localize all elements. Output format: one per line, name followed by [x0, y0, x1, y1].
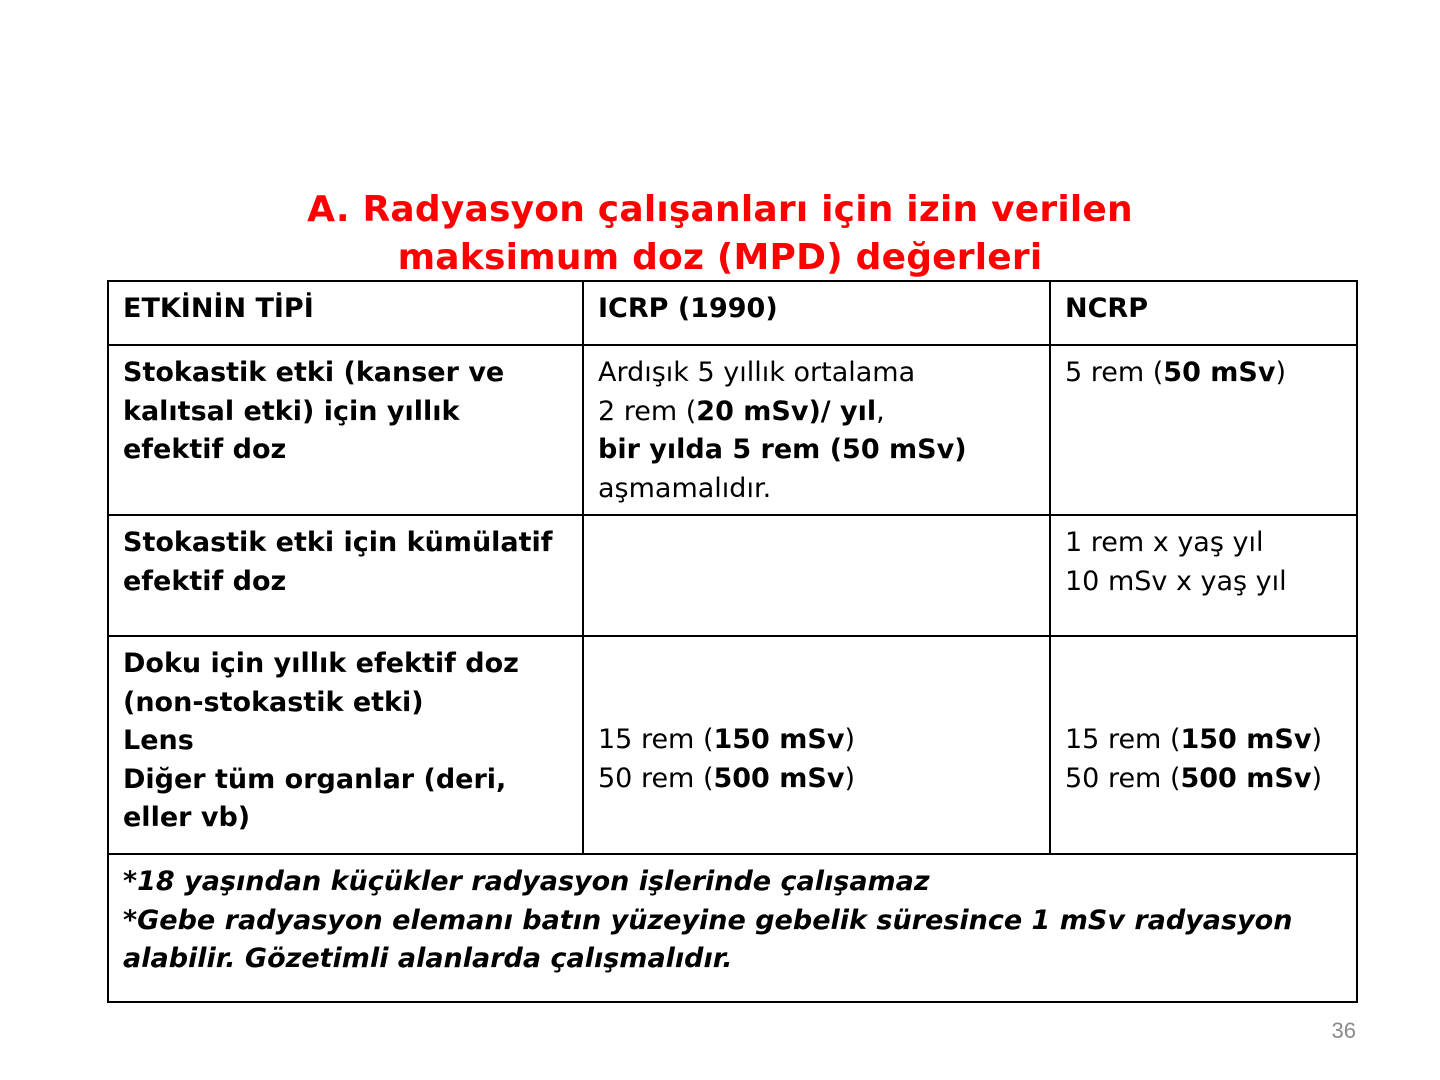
row2-ncrp [1050, 515, 1357, 636]
table-row [108, 636, 1357, 854]
note-line: *Gebe radyasyon elemanı batın yüzeyine gebelik süresince 1 mSv radyasyon alabilir. Gözetimli alanlarda çalışmalıdır. [123, 904, 1293, 974]
row3-type-line: (non-stokastik etki) [123, 686, 424, 718]
row3-ncrp [1050, 636, 1357, 854]
row1-type-line: kalıtsal etki) için yıllık [123, 395, 460, 427]
header-effect-type: ETKİNİN TİPİ [108, 281, 583, 345]
row1-ncrp-bold: 50 mSv [1163, 357, 1276, 388]
notes-cell [108, 854, 1357, 1002]
row2-ncrp-line: 10 mSv x yaş yıl [1065, 565, 1287, 597]
row1-icrp-text: , [876, 395, 885, 427]
row2-ncrp-line: 1 rem x yaş yıl [1065, 527, 1264, 558]
header-ncrp: NCRP [1050, 281, 1357, 345]
row3-ncrp-bold: 150 mSv [1180, 724, 1312, 755]
row1-effect-type [108, 345, 583, 515]
row1-ncrp-text: ) [1275, 357, 1286, 388]
row3-type-line: Lens [123, 725, 194, 756]
row1-icrp-bold: 20 mSv)/ yıl [696, 395, 877, 427]
row1-icrp-line-1: Ardışık 5 yıllık ortalama [598, 357, 916, 388]
row3-effect-type [108, 636, 583, 854]
row1-icrp [583, 345, 1050, 515]
table-header-row [108, 281, 1357, 345]
row1-type-line: Stokastik etki (kanser ve [123, 357, 505, 388]
row3-icrp-bold: 150 mSv [713, 724, 845, 755]
row3-ncrp-text: ) [1311, 762, 1322, 794]
row3-ncrp-text: 15 rem ( [1065, 724, 1181, 755]
row3-icrp [583, 636, 1050, 854]
table-notes-row [108, 854, 1357, 1002]
mpd-table [107, 280, 1358, 1003]
row3-ncrp-line-2 [1065, 760, 1342, 799]
row3-icrp-line-1 [598, 721, 1035, 760]
row3-ncrp-line-1 [1065, 721, 1342, 760]
row1-ncrp [1050, 345, 1357, 515]
row3-icrp-bold: 500 mSv [713, 762, 845, 794]
row2-icrp [583, 515, 1050, 636]
row3-icrp-text: ) [844, 724, 855, 755]
row3-icrp-line-2 [598, 760, 1035, 799]
row3-type-line: Diğer tüm organlar (deri, [123, 763, 507, 795]
row3-type-line: eller vb) [123, 802, 251, 833]
table-row [108, 345, 1357, 515]
note-line: *18 yaşından küçükler radyasyon işlerinde çalışamaz [123, 866, 930, 897]
row3-ncrp-text: ) [1311, 724, 1322, 755]
row2-effect-type [108, 515, 583, 636]
header-icrp: ICRP (1990) [583, 281, 1050, 345]
row1-icrp-line-2 [598, 393, 1035, 432]
slide-title [300, 186, 1140, 282]
row2-type-line: efektif doz [123, 565, 287, 597]
slide-title-line-1: A. Radyasyon çalışanları için izin verilen [307, 189, 1133, 230]
table-row [108, 515, 1357, 636]
slide-title-line-2: maksimum doz (MPD) değerleri [397, 237, 1043, 278]
row1-icrp-line-4: aşmamalıdır. [598, 472, 772, 504]
row3-icrp-text: ) [844, 762, 855, 794]
row3-icrp-text: 15 rem ( [598, 724, 714, 755]
row2-type-line: Stokastik etki için kümülatif [123, 527, 553, 558]
row3-ncrp-bold: 500 mSv [1180, 762, 1312, 794]
row1-type-line: efektif doz [123, 434, 287, 465]
row3-type-line: Doku için yıllık efektif doz [123, 648, 519, 679]
row1-ncrp-text: 5 rem ( [1065, 357, 1164, 388]
row3-ncrp-text: 50 rem ( [1065, 762, 1181, 794]
page-number: 36 [1331, 1018, 1356, 1043]
row1-icrp-line-3: bir yılda 5 rem (50 mSv) [598, 434, 967, 465]
row1-icrp-text: 2 rem ( [598, 395, 697, 427]
row3-icrp-text: 50 rem ( [598, 762, 714, 794]
